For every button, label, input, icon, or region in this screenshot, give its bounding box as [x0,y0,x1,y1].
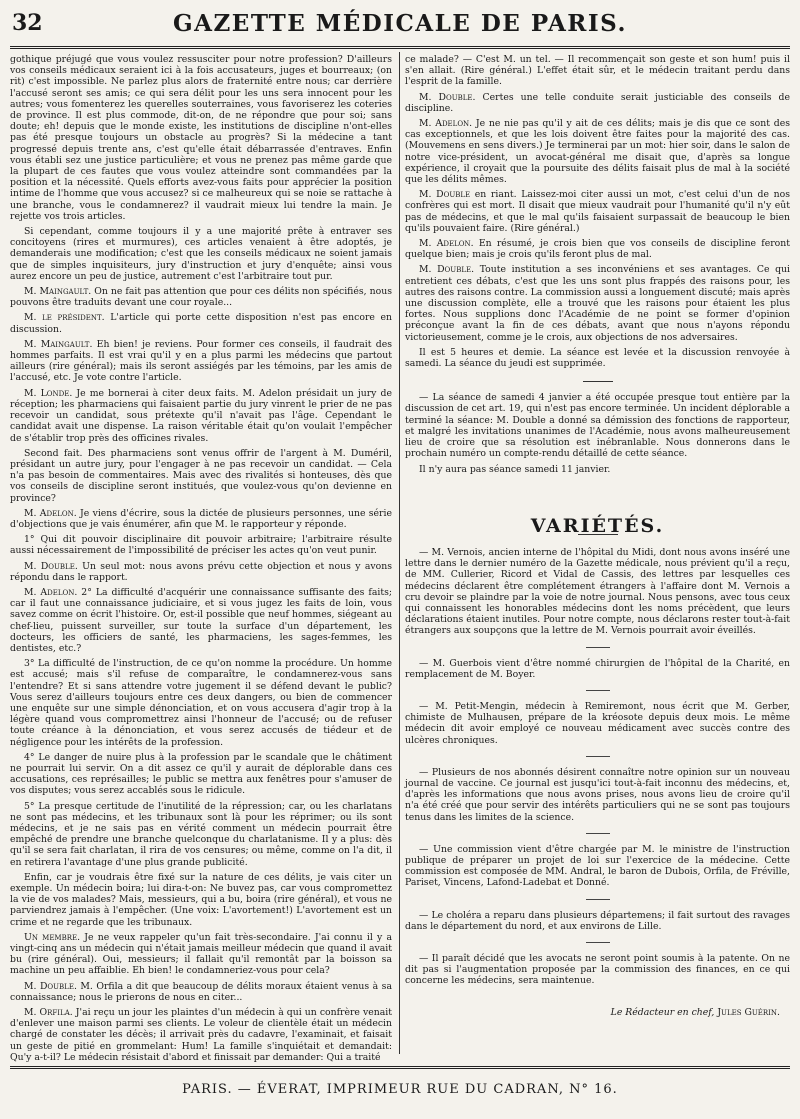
column-divider [399,52,400,1054]
speaker: M. Double. [24,980,77,992]
speaker: M. Double. [24,560,78,572]
page-number: 32 [12,10,43,36]
speech-text: On ne fait pas attention que pour ces délits non spécifiés, nous pouvons être traduits devant une cour royale... [10,286,392,309]
separator-rule [586,833,610,834]
paragraph: Il n'y aura pas séance samedi 11 janvier. [419,463,611,475]
paragraph: — La séance de samedi 4 janvier a été occupée presque tout entière par la discussion de cet art. 19, qui n'est pas encore terminée. Un incident déplorable a terminé la séance: M. Double a donné sa démission des fonctions de rapporteur, et malgré les invitations unanimes de l'Académie, nous avons malheureusement lieu de croire que sa résolution est inébranlable. Nous donnerons dans le prochain numéro un compte-rendu détaillé de cette séance. [405,392,790,460]
speech [10,561,392,583]
paragraph: 4° Le danger de nuire plus à la profession par le scandale que le châtiment ne pourrait lui servir. On a dit assez ce qu'il y aurait de déplorable dans ces accusations, ces représailles; le public se mettra aux fenêtres pour s'amuser de vos disputes; vous serez accablés sous le ridicule. [10,751,392,797]
paragraph: Il est 5 heures et demie. La séance est levée et la discussion renvoyée à samedi. La séance du jeudi est supprimée. [405,346,790,370]
speech [405,238,790,260]
speech [10,1007,392,1063]
paragraph: 5° La presque certitude de l'inutilité de la répression; car, ou les charlatans ne sont pas médecins, et les tribunaux sont là pour les réprimer; ou ils sont médecins, et je ne sais pas en vérité comment un médecin pourrait être empêché de prendre une branche quelconque du charlatanisme. Il y a plus: dès qu'il se sera fait charlatan, il rira de vos censures; ou même, comme on l'a dit, il en retirera l'avantage d'une plus grande publicité. [10,800,392,868]
speaker: M. le président. [24,312,105,324]
speech-text: Toute institution a ses inconvéniens et ses avantages. Ce qui entretient ces débats, c'est que les uns sont plus frappés des raisons pour, les autres des raisons contre. La commission aussi a longuement discuté; mais après une discussion complète, elle a trouvé que les raisons pour étaient les plus fortes. Nous supplions donc l'Académie de ne point se former d'opinion préconçue avant la fin de ces débats, avant que nous n'ayons répondu victorieusement, comme je le crois, aux objections de nos adversaires. [405,264,790,343]
speech [10,388,392,444]
separator-rule [586,690,610,691]
paragraph: 1° Qui dit pouvoir disciplinaire dit pouvoir arbitraire; l'arbitraire résulte aussi nécessairement de l'impossibilité de préciser les actes qu'on veut punir. [10,534,392,557]
paragraph: ce malade? — C'est M. un tel. — Il recommençait son geste et son hum! puis il s'en allait. (Rire général.) L'effet était sûr, et le médecin traitant perdu dans l'esprit de la famille. [405,54,790,88]
separator-rule [586,942,610,943]
speech-text: M. Orfila a dit que beaucoup de délits moraux étaient venus à sa connaissance; nous le prierons de nous en citer... [10,980,392,1003]
speech-text: Eh bien! je reviens. Pour former ces conseils, il faudrait des hommes parfaits. Il est vrai qu'il y en a plus parmi les médecins que partout ailleurs (rire général); mais ils seront assiégés par les témoins, par les amis de l'accusé, etc. Je vote contre l'article. [10,338,392,384]
speech-text: Je ne veux rappeler qu'un fait très-secondaire. J'ai connu il y a vingt-cinq ans un médecin qui n'était jamais meilleur médecin que quand il avait bu (rire général). Oui, messieurs; il fallait qu'il remontât par la boisson sa machine un peu affaiblie. Eh bien! le condamneriez-vous pour cela? [10,931,392,977]
separator-rule [586,899,610,900]
speaker: Un membre. [24,931,81,943]
masthead-title: GAZETTE MÉDICALE DE PARIS. [173,10,627,37]
separator-rule [586,647,610,648]
right-column [405,54,790,1054]
speech [10,981,392,1003]
news-item: — M. Vernois, ancien interne de l'hôpital du Midi, dont nous avons inséré une lettre dans le dernier numéro de la Gazette médicale, nous prévient qu'il a reçu, de MM. Cullerier, Ricord et Vidal de Cassis, des lettres par lesquelles ces médecins déclarent être complétement étrangers à l'affaire dont M. Vernois a cru devoir se plaindre par la voie de notre journal. Nous pensons, avec tous ceux qui connaissent les honorables médecins dont les noms précèdent, que leurs déclarations étaient inutiles. Pour notre compte, nous déclarons rester tout-à-fait étrangers aux soupçons que la lettre de M. Vernois pourrait avoir éveillés. [405,546,790,637]
speech [10,286,392,308]
speech [10,508,392,530]
speaker: M. Maingault. [24,286,92,298]
speech [405,92,790,114]
speech-text: En résumé, je crois bien que vos conseils de discipline feront quelque bien; mais je crois qu'ils feront plus de mal. [405,238,790,261]
speech [405,189,790,234]
speech [10,932,392,977]
speaker: M. Double [419,189,471,201]
speech-text: Je me bornerai à citer deux faits. M. Adelon présidait un jury de réception; les pharmaciens qui faisaient partie du jury vinrent le prier de ne pas recevoir un candidat, sous prétexte qu'il n'avait pas l'âge. Cependant le candidat avait une dispense. La raison véritable était qu'on voulait l'empêcher de s'établir trop près des officines rivales. [10,387,392,444]
speaker: M. Maingault. [24,338,93,350]
speaker: M. Adelon. [24,586,78,598]
speech [405,264,790,342]
news-item: — Une commission vient d'être chargée par M. le ministre de l'instruction publique de préparer un projet de loi sur l'exercice de la médecine. Cette commission est composée de MM. Andral, le baron de Dubois, Orfila, de Fréville, Pariset, Vincens, Lafond-Ladebat et Donné. [405,843,790,889]
speaker: M. Londe. [24,387,73,399]
paragraph: Second fait. Des pharmaciens sont venus offrir de l'argent à M. Duméril, présidant un autre jury, pour l'engager à ne pas recevoir un candidat. — Cela n'a pas besoin de commentaires. Mais avec des rivalités si honteuses, dès que vos conseils de discipline seront institués, que voulez-vous qu'on devienne en province? [10,447,392,504]
speaker: M. Double. [419,91,476,103]
news-item: — Plusieurs de nos abonnés désirent connaître notre opinion sur un nouveau journal de vaccine. Ce journal est jusqu'ici tout-à-fait inconnu des médecins, et, d'après les informations que nous avons prises, nous avons lieu de croire qu'il n'a été créé que pour servir des intérêts particuliers qui ne se sont pas toujours tenus dans les limites de la science. [405,766,790,823]
speech-text: Je ne nie pas qu'il y ait de ces délits; mais je dis que ce sont des cas exceptionnels, et que les lois doivent être faites pour la majorité des cas. (Mouvemens en sens divers.) Je terminerai par un mot: hier soir, dans le salon de notre vice-président, un avocat-général me disait que, d'après sa longue expérience, il croyait que la poursuite des délits faisait plus de mal à la société que les délits mêmes. [405,118,790,186]
editor-signature [405,1007,790,1018]
speaker: M. Double. [419,264,475,276]
footer-rule [10,1066,790,1069]
paragraph: 3° La difficulté de l'instruction, de ce qu'on nomme la procédure. Un homme est accusé; mais s'il refuse de comparaître, le condamnerez-vous sans l'entendre? Et si sans attendre votre jugement il se défend devant le public? Vous serez d'ailleurs toujours entre ces deux dangers, ou bien de commencer une enquête sur une simple dénonciation, et on vous accusera d'agir trop à la légère quand vous compromettrez ainsi l'honneur de l'accusé; ou de refuser toute créance à la dénonciation, et vous serez accusés de tiédeur et de négligence pour les intérêts de la profession. [10,658,392,748]
speech-text: Certes une telle conduite serait justiciable des conseils de discipline. [405,91,790,114]
speaker: M. Adelon. [419,238,474,250]
separator-rule [583,381,613,382]
paragraph: Si cependant, comme toujours il y a une majorité prête à entraver ses concitoyens (rires et murmures), ces articles venaient à être adoptés, je demanderais une modification; c'est que les conseils médicaux ne soient jamais que de simples inquisiteurs, jury d'instruction et jury d'enquête; ainsi vous aurez encore un peu de justice, autrement c'est l'arbitraire tout pur. [10,226,392,282]
paragraph: Enfin, car je voudrais être fixé sur la nature de ces délits, je vais citer un exemple. Un médecin boira; lui dira-t-on: Ne buvez pas, car vous compromettez la vie de vos malades? Mais, messieurs, qui a bu, boira (rire général), et vous ne parviendrez jamais à l'empêcher. (Une voix: L'avortement!) L'avortement est un crime et ne regarde que les tribunaux. [10,871,392,928]
news-item: — Le choléra a reparu dans plusieurs départemens; il fait surtout des ravages dans le département du nord, et aux environs de Lille. [405,909,790,932]
speaker: M. Adelon. [419,118,473,130]
speech-text: J'ai reçu un jour les plaintes d'un médecin à qui un confrère venait d'enlever une maison parmi ses clients. Le voleur de clientèle était un médecin chargé de constater les décès; il arrivait près du cadavre, l'examinait, et faisait un geste de pitié en grommelant: Hum! La famille s'inquiétait et demandait: Qu'y a-t-il? Le médecin résistait d'abord et finissait par demander: Qui a traité [10,1007,392,1063]
speaker: M. Adelon. [24,507,77,519]
news-item: — M. Petit-Mengin, médecin à Remiremont, nous écrit que M. Gerber, chimiste de Mulhausen, prépare de la kréosote depuis deux mois. Le même médecin dit avoir employé ce nouveau médicament avec succès contre des ulcères chroniques. [405,700,790,746]
signature-name: Jules Guérin. [717,1006,780,1018]
speech-text: Je viens d'écrire, sous la dictée de plusieurs personnes, une série d'objections que je vais énumérer, afin que M. le rapporteur y réponde. [10,507,392,530]
speech [405,118,790,185]
speech [10,587,392,654]
left-column [10,54,393,1063]
speech [10,312,392,334]
speech [10,339,392,384]
signature-prefix: Le Rédacteur en chef, [610,1006,715,1018]
varietes-heading: VARIÉTÉS. [530,514,665,537]
speech-text: L'article qui porte cette disposition n'est pas encore en discussion. [10,312,393,335]
printer-imprint: PARIS. — ÉVERAT, IMPRIMEUR RUE DU CADRAN, N° 16. [182,1082,618,1097]
paragraph: gothique préjugé que vous voulez ressusciter pour notre profession? D'ailleurs vos conseils médicaux seraient ici à la fois accusateurs, juges et bourreaux; (on rit) c'est impossible. Ne parlez plus alors de fraternité entre nous; car derrière l'accusé seront ses amis; ce qui sera délit pour les uns sera innocent pour les autres; vous fomenterez les querelles souterraines, vous favoriserez les coteries de province. Il est plus commode, dit-on, de ne répondre que pour soi; sans doute; eh! depuis que le monde existe, les institutions de discipline n'ont-elles pas été presque toujours un obstacle au progrès? Si la médecine a tant progressé depuis trente ans, c'est qu'elle était débarrassée d'entraves. Enfin vous établi sez une justice particulière; et vous ne prenez pas même garde que la plupart de ces fautes que vous voulez atteindre sont commandées par la position et la nécessité. Quels efforts avez-vous faits pour apprécier la position intime de l'homme que vous accusez? si ce malheureux qui se noie se rattache à une branche, vous le condamnerez? il vaudrait mieux lui tendre la main. Je rejette vos trois articles. [10,54,392,222]
header-rule [10,46,790,49]
speaker: M. Orfila. [24,1007,73,1019]
news-item: — M. Guerbois vient d'être nommé chirurgien de l'hôpital de la Charité, en remplacement de M. Boyer. [405,657,790,680]
news-item: — Il paraît décidé que les avocats ne seront point soumis à la patente. On ne dit pas si l'augmentation proposée par la commission des finances, en ce qui concerne les médecins, sera maintenue. [405,952,790,987]
speech-text: en riant. Laissez-moi citer aussi un mot, c'est celui d'un de nos confrères qui est mort. Il disait que mieux vaudrait pour l'humanité qu'il n'y eût pas de médecins, et que le mal qu'ils faisaient surpassait de beaucoup le bien qu'ils pouvaient faire. (Rire général.) [405,189,790,234]
speech-text: 2° La difficulté d'acquérir une connaissance suffisante des faits; car il faut une connaissance judiciaire, et si vous jugez les faits de loin, vous savez comme on écrit l'histoire. Or, est-il possible que neuf hommes, siégeant au chef-lieu, puissent surveiller, sur toute la surface d'un département, les docteurs, les officiers de santé, les pharmaciens, les sages-femmes, les dentistes, etc.? [10,586,392,654]
speech-text: Un seul mot: nous avons prévu cette objection et nous y avons répondu dans le rapport. [10,560,392,583]
separator-rule [586,756,610,757]
